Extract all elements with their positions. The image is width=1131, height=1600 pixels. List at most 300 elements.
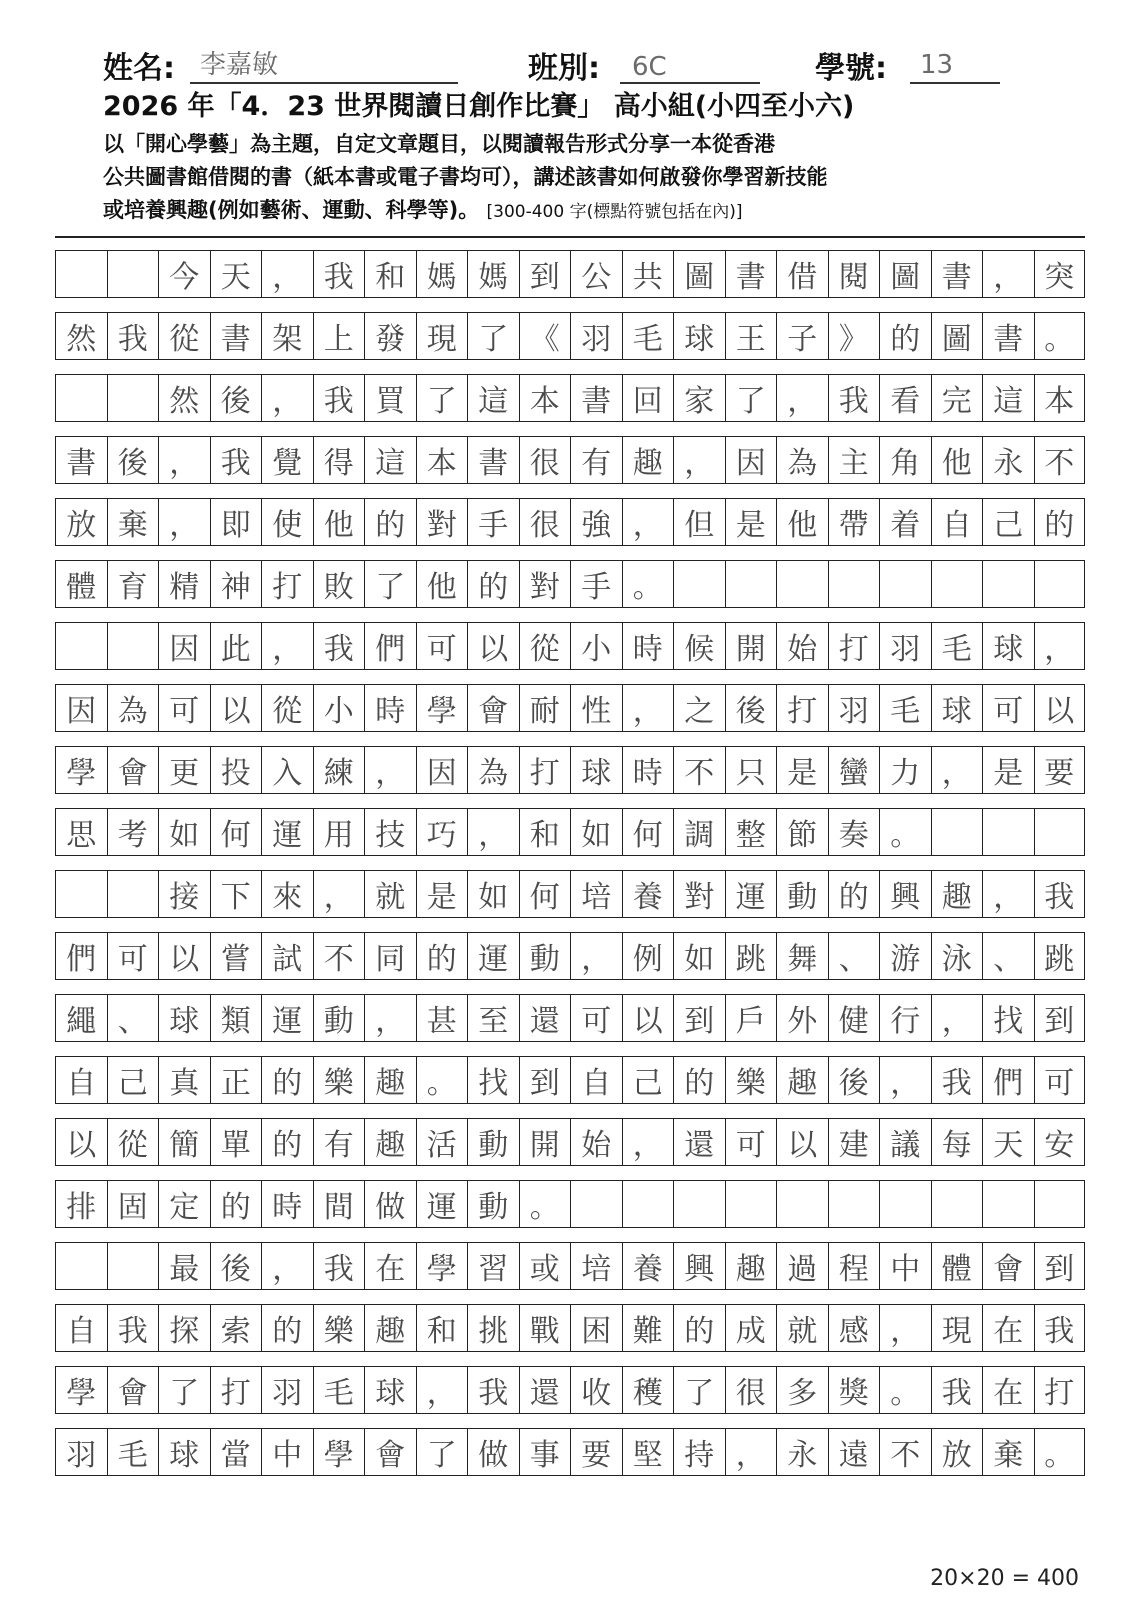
essay-cell: 技	[364, 808, 416, 856]
essay-cell: ，	[467, 808, 519, 856]
essay-cell: 動	[313, 994, 365, 1042]
essay-cell: ，	[416, 1366, 468, 1414]
essay-cell	[776, 1180, 828, 1228]
essay-cell: 會	[982, 1242, 1034, 1290]
essay-cell: 回	[622, 374, 674, 422]
essay-cell: 己	[107, 1056, 159, 1104]
grid-count-note: 20×20 = 400	[930, 1566, 1079, 1591]
essay-cell: 們	[364, 622, 416, 670]
essay-cell: 運	[416, 1180, 468, 1228]
essay-cell: 棄	[982, 1428, 1034, 1476]
essay-cell: 了	[416, 374, 468, 422]
essay-cell: 定	[158, 1180, 210, 1228]
essay-cell: 因	[416, 746, 468, 794]
essay-cell: 圖	[931, 312, 983, 360]
essay-cell: 打	[828, 622, 880, 670]
essay-cell	[931, 560, 983, 608]
class-value[interactable]: 6C	[632, 52, 667, 82]
essay-cell: 他	[313, 498, 365, 546]
essay-row	[55, 1118, 1085, 1166]
essay-cell: 繩	[55, 994, 107, 1042]
essay-cell	[982, 560, 1034, 608]
essay-cell: 我	[1034, 1304, 1086, 1352]
essay-cell: 可	[158, 684, 210, 732]
essay-cell: 始	[776, 622, 828, 670]
essay-cell: 我	[467, 1366, 519, 1414]
essay-cell: 動	[776, 870, 828, 918]
essay-cell: 上	[313, 312, 365, 360]
essay-cell: 中	[261, 1428, 313, 1476]
essay-cell: 安	[1034, 1118, 1086, 1166]
essay-cell: 至	[467, 994, 519, 1042]
essay-cell: 《	[519, 312, 571, 360]
essay-cell: 自	[931, 498, 983, 546]
essay-cell: 這	[982, 374, 1034, 422]
essay-cell: 運	[467, 932, 519, 980]
essay-cell: 要	[570, 1428, 622, 1476]
essay-cell: 會	[107, 1366, 159, 1414]
essay-cell: 很	[725, 1366, 777, 1414]
essay-cell: 單	[210, 1118, 262, 1166]
essay-cell: 帶	[828, 498, 880, 546]
essay-cell: 得	[313, 436, 365, 484]
essay-cell: 、	[982, 932, 1034, 980]
essay-cell: 跳	[725, 932, 777, 980]
essay-cell: 球	[158, 994, 210, 1042]
essay-cell: 我	[313, 1242, 365, 1290]
name-underline	[190, 82, 458, 84]
essay-cell: ，	[364, 746, 416, 794]
essay-cell: 有	[570, 436, 622, 484]
essay-cell: 本	[1034, 374, 1086, 422]
essay-cell: 不	[879, 1428, 931, 1476]
essay-row	[55, 560, 1085, 608]
essay-cell: 收	[570, 1366, 622, 1414]
essay-cell: 同	[364, 932, 416, 980]
essay-cell: ，	[931, 994, 983, 1042]
essay-cell: 真	[158, 1056, 210, 1104]
essay-cell	[570, 1180, 622, 1228]
essay-row	[55, 1180, 1085, 1228]
essay-cell	[673, 1180, 725, 1228]
essay-row	[55, 312, 1085, 360]
essay-cell	[55, 1242, 107, 1290]
essay-cell: 的	[673, 1056, 725, 1104]
essay-cell: 強	[570, 498, 622, 546]
essay-cell: 他	[931, 436, 983, 484]
essay-cell: 會	[467, 684, 519, 732]
essay-cell: 從	[158, 312, 210, 360]
essay-cell: 下	[210, 870, 262, 918]
essay-cell: 可	[570, 994, 622, 1042]
essay-cell: 之	[673, 684, 725, 732]
essay-cell: 感	[828, 1304, 880, 1352]
essay-cell: 學	[416, 684, 468, 732]
essay-cell: 和	[364, 250, 416, 298]
essay-cell: 共	[622, 250, 674, 298]
essay-cell: 難	[622, 1304, 674, 1352]
essay-cell: 力	[879, 746, 931, 794]
essay-cell: 學	[55, 1366, 107, 1414]
essay-cell: 排	[55, 1180, 107, 1228]
essay-cell	[828, 560, 880, 608]
essay-cell: 王	[725, 312, 777, 360]
essay-cell: 議	[879, 1118, 931, 1166]
essay-cell: 棄	[107, 498, 159, 546]
essay-cell: 打	[776, 684, 828, 732]
essay-cell: 性	[570, 684, 622, 732]
essay-cell	[931, 808, 983, 856]
number-underline	[910, 82, 1000, 84]
essay-cell: 這	[467, 374, 519, 422]
essay-cell: 思	[55, 808, 107, 856]
essay-cell: 手	[570, 560, 622, 608]
essay-cell	[55, 870, 107, 918]
essay-cell	[879, 1180, 931, 1228]
essay-cell: 在	[982, 1366, 1034, 1414]
essay-cell: 後	[725, 684, 777, 732]
essay-cell: 着	[879, 498, 931, 546]
essay-cell: 球	[570, 746, 622, 794]
essay-cell: 用	[313, 808, 365, 856]
essay-cell: ，	[622, 1118, 674, 1166]
essay-cell: 突	[1034, 250, 1086, 298]
essay-cell: 固	[107, 1180, 159, 1228]
essay-cell: 的	[673, 1304, 725, 1352]
essay-cell: 因	[725, 436, 777, 484]
essay-cell: 每	[931, 1118, 983, 1166]
essay-cell: 主	[828, 436, 880, 484]
essay-cell: 例	[622, 932, 674, 980]
essay-cell: 以	[467, 622, 519, 670]
essay-cell	[107, 1242, 159, 1290]
essay-cell: 練	[313, 746, 365, 794]
essay-cell: ，	[622, 498, 674, 546]
essay-cell: 我	[107, 1304, 159, 1352]
grid-top-rule	[55, 236, 1085, 238]
essay-cell: 手	[467, 498, 519, 546]
essay-cell: 開	[725, 622, 777, 670]
essay-cell: 以	[776, 1118, 828, 1166]
essay-cell: 他	[416, 560, 468, 608]
essay-cell: 嘗	[210, 932, 262, 980]
essay-cell: ，	[261, 374, 313, 422]
essay-cell: 為	[107, 684, 159, 732]
essay-cell: 、	[828, 932, 880, 980]
essay-cell: 們	[55, 932, 107, 980]
essay-cell: 戰	[519, 1304, 571, 1352]
essay-cell: 媽	[467, 250, 519, 298]
essay-cell: 到	[673, 994, 725, 1042]
name-value[interactable]: 李嘉敏	[200, 50, 279, 80]
essay-cell: 在	[364, 1242, 416, 1290]
essay-cell: 了	[673, 1366, 725, 1414]
essay-cell: 以	[158, 932, 210, 980]
essay-cell: 耐	[519, 684, 571, 732]
essay-cell: 類	[210, 994, 262, 1042]
essay-cell: 的	[416, 932, 468, 980]
essay-cell: ，	[158, 436, 210, 484]
essay-cell: 事	[519, 1428, 571, 1476]
essay-cell: 樂	[313, 1304, 365, 1352]
essay-cell: 但	[673, 498, 725, 546]
essay-cell: 的	[879, 312, 931, 360]
essay-cell: 的	[467, 560, 519, 608]
essay-cell: 習	[467, 1242, 519, 1290]
essay-cell: ，	[725, 1428, 777, 1476]
essay-cell: 的	[261, 1056, 313, 1104]
essay-cell: 索	[210, 1304, 262, 1352]
essay-cell: 到	[519, 1056, 571, 1104]
instruction-line-2: 公共圖書館借閱的書（紙本書或電子書均可），講述該書如何啟發你學習新技能	[103, 165, 828, 189]
essay-cell: 小	[570, 622, 622, 670]
essay-cell: 養	[622, 870, 674, 918]
essay-cell: 羽	[828, 684, 880, 732]
essay-cell	[725, 560, 777, 608]
essay-cell: 我	[210, 436, 262, 484]
essay-cell: 培	[570, 870, 622, 918]
essay-cell: 是	[982, 746, 1034, 794]
essay-cell: 是	[725, 498, 777, 546]
essay-row	[55, 808, 1085, 856]
essay-cell: 試	[261, 932, 313, 980]
essay-cell	[776, 560, 828, 608]
essay-cell: 投	[210, 746, 262, 794]
essay-cell: 的	[364, 498, 416, 546]
essay-cell: 動	[519, 932, 571, 980]
essay-cell: 的	[210, 1180, 262, 1228]
essay-cell: 只	[725, 746, 777, 794]
essay-cell: 這	[364, 436, 416, 484]
essay-cell: 神	[210, 560, 262, 608]
essay-cell: 毛	[931, 622, 983, 670]
essay-cell: 羽	[879, 622, 931, 670]
essay-cell: 因	[158, 622, 210, 670]
essay-cell: 很	[519, 436, 571, 484]
essay-cell: 我	[313, 250, 365, 298]
essay-row	[55, 1242, 1085, 1290]
essay-cell: 行	[879, 994, 931, 1042]
essay-cell: 永	[982, 436, 1034, 484]
essay-cell: 以	[1034, 684, 1086, 732]
essay-cell: 球	[364, 1366, 416, 1414]
essay-cell: 會	[364, 1428, 416, 1476]
essay-cell: 活	[416, 1118, 468, 1166]
essay-cell: 羽	[261, 1366, 313, 1414]
essay-cell: ，	[622, 684, 674, 732]
essay-cell: 間	[313, 1180, 365, 1228]
essay-cell: 如	[467, 870, 519, 918]
essay-row	[55, 1056, 1085, 1104]
essay-cell: 我	[1034, 870, 1086, 918]
essay-cell: ，	[931, 746, 983, 794]
essay-cell: 最	[158, 1242, 210, 1290]
essay-cell: 育	[107, 560, 159, 608]
word-limit-note: [300-400 字(標點符號包括在內)]	[486, 202, 743, 222]
essay-cell: 了	[416, 1428, 468, 1476]
essay-cell: 然	[158, 374, 210, 422]
essay-cell: 發	[364, 312, 416, 360]
essay-cell: 多	[776, 1366, 828, 1414]
essay-cell: 開	[519, 1118, 571, 1166]
essay-cell: 然	[55, 312, 107, 360]
essay-cell: ，	[313, 870, 365, 918]
essay-cell: ，	[261, 250, 313, 298]
essay-cell: 對	[519, 560, 571, 608]
essay-cell: 學	[416, 1242, 468, 1290]
essay-cell: 球	[158, 1428, 210, 1476]
class-label: 班別:	[528, 51, 600, 86]
essay-cell: 天	[210, 250, 262, 298]
essay-cell: 更	[158, 746, 210, 794]
class-underline	[620, 82, 760, 84]
essay-cell: 蠻	[828, 746, 880, 794]
essay-cell: 買	[364, 374, 416, 422]
essay-cell: 運	[261, 808, 313, 856]
number-label: 學號:	[815, 51, 887, 86]
essay-cell: 穫	[622, 1366, 674, 1414]
essay-cell: 了	[364, 560, 416, 608]
essay-cell: 巧	[416, 808, 468, 856]
essay-cell: 候	[673, 622, 725, 670]
essay-cell: 從	[107, 1118, 159, 1166]
essay-cell: 到	[1034, 994, 1086, 1042]
essay-cell: 為	[776, 436, 828, 484]
essay-cell: 遠	[828, 1428, 880, 1476]
essay-cell: 天	[982, 1118, 1034, 1166]
essay-cell: 到	[519, 250, 571, 298]
essay-cell: 時	[622, 622, 674, 670]
essay-cell: 體	[55, 560, 107, 608]
essay-cell: 如	[158, 808, 210, 856]
essay-cell	[622, 1180, 674, 1228]
essay-cell: 、	[107, 994, 159, 1042]
essay-cell: 和	[416, 1304, 468, 1352]
essay-cell: 學	[313, 1428, 365, 1476]
essay-cell: 我	[931, 1056, 983, 1104]
essay-cell: 了	[725, 374, 777, 422]
essay-cell: 體	[931, 1242, 983, 1290]
essay-cell: 。	[1034, 1428, 1086, 1476]
essay-cell	[673, 560, 725, 608]
essay-cell: 閱	[828, 250, 880, 298]
essay-cell: 游	[879, 932, 931, 980]
essay-cell: 接	[158, 870, 210, 918]
name-label: 姓名:	[103, 51, 175, 86]
essay-cell	[828, 1180, 880, 1228]
essay-cell: 圖	[673, 250, 725, 298]
essay-cell: 挑	[467, 1304, 519, 1352]
essay-cell: 做	[467, 1428, 519, 1476]
essay-cell: ，	[879, 1304, 931, 1352]
essay-cell	[107, 870, 159, 918]
essay-cell: 當	[210, 1428, 262, 1476]
essay-cell: 看	[879, 374, 931, 422]
essay-cell: ，	[982, 870, 1034, 918]
essay-cell: 興	[673, 1242, 725, 1290]
essay-cell: 調	[673, 808, 725, 856]
essay-cell: 打	[519, 746, 571, 794]
essay-cell: 我	[828, 374, 880, 422]
essay-cell: 樂	[313, 1056, 365, 1104]
essay-cell: 建	[828, 1118, 880, 1166]
essay-cell: 可	[416, 622, 468, 670]
essay-cell: 有	[313, 1118, 365, 1166]
essay-cell: 戶	[725, 994, 777, 1042]
essay-cell: 泳	[931, 932, 983, 980]
essay-row	[55, 374, 1085, 422]
essay-cell: 持	[673, 1428, 725, 1476]
essay-cell	[1034, 808, 1086, 856]
essay-cell: 小	[313, 684, 365, 732]
essay-cell: 子	[776, 312, 828, 360]
essay-cell: 趣	[364, 1304, 416, 1352]
essay-cell: 精	[158, 560, 210, 608]
essay-cell	[982, 808, 1034, 856]
essay-cell: 我	[313, 622, 365, 670]
essay-cell	[982, 1180, 1034, 1228]
essay-cell: 自	[570, 1056, 622, 1104]
essay-cell: ，	[982, 250, 1034, 298]
essay-cell: 何	[622, 808, 674, 856]
essay-cell: 架	[261, 312, 313, 360]
essay-row	[55, 1428, 1085, 1476]
number-value[interactable]: 13	[920, 50, 954, 80]
essay-cell: 是	[776, 746, 828, 794]
essay-cell: 和	[519, 808, 571, 856]
essay-cell: 運	[725, 870, 777, 918]
essay-cell: 以	[210, 684, 262, 732]
essay-cell: 書	[467, 436, 519, 484]
essay-cell: 可	[982, 684, 1034, 732]
essay-row	[55, 932, 1085, 980]
essay-cell: 時	[622, 746, 674, 794]
essay-cell: 不	[313, 932, 365, 980]
essay-cell: 》	[828, 312, 880, 360]
essay-cell: 或	[519, 1242, 571, 1290]
essay-cell: 己	[982, 498, 1034, 546]
essay-cell: 我	[931, 1366, 983, 1414]
essay-cell: 放	[55, 498, 107, 546]
essay-cell: 後	[107, 436, 159, 484]
essay-cell: 中	[879, 1242, 931, 1290]
essay-cell: 困	[570, 1304, 622, 1352]
essay-cell: 放	[931, 1428, 983, 1476]
essay-cell: 運	[261, 994, 313, 1042]
essay-cell: 己	[622, 1056, 674, 1104]
essay-cell: 完	[931, 374, 983, 422]
essay-cell: 了	[158, 1366, 210, 1414]
essay-cell: 正	[210, 1056, 262, 1104]
essay-cell: ，	[673, 436, 725, 484]
competition-title: 2026 年「4．23 世界閱讀日創作比賽」 高小組(小四至小六)	[103, 91, 855, 122]
essay-cell: 跳	[1034, 932, 1086, 980]
essay-cell: 羽	[55, 1428, 107, 1476]
essay-cell: 後	[210, 1242, 262, 1290]
essay-cell: 始	[570, 1118, 622, 1166]
essay-cell: ，	[879, 1056, 931, 1104]
essay-cell: 圖	[879, 250, 931, 298]
essay-cell: 入	[261, 746, 313, 794]
essay-cell: 後	[828, 1056, 880, 1104]
essay-cell	[55, 374, 107, 422]
essay-cell: 現	[931, 1304, 983, 1352]
essay-cell: ，	[776, 374, 828, 422]
essay-row	[55, 250, 1085, 298]
essay-cell: 的	[828, 870, 880, 918]
essay-cell: ，	[570, 932, 622, 980]
essay-cell: 時	[261, 1180, 313, 1228]
